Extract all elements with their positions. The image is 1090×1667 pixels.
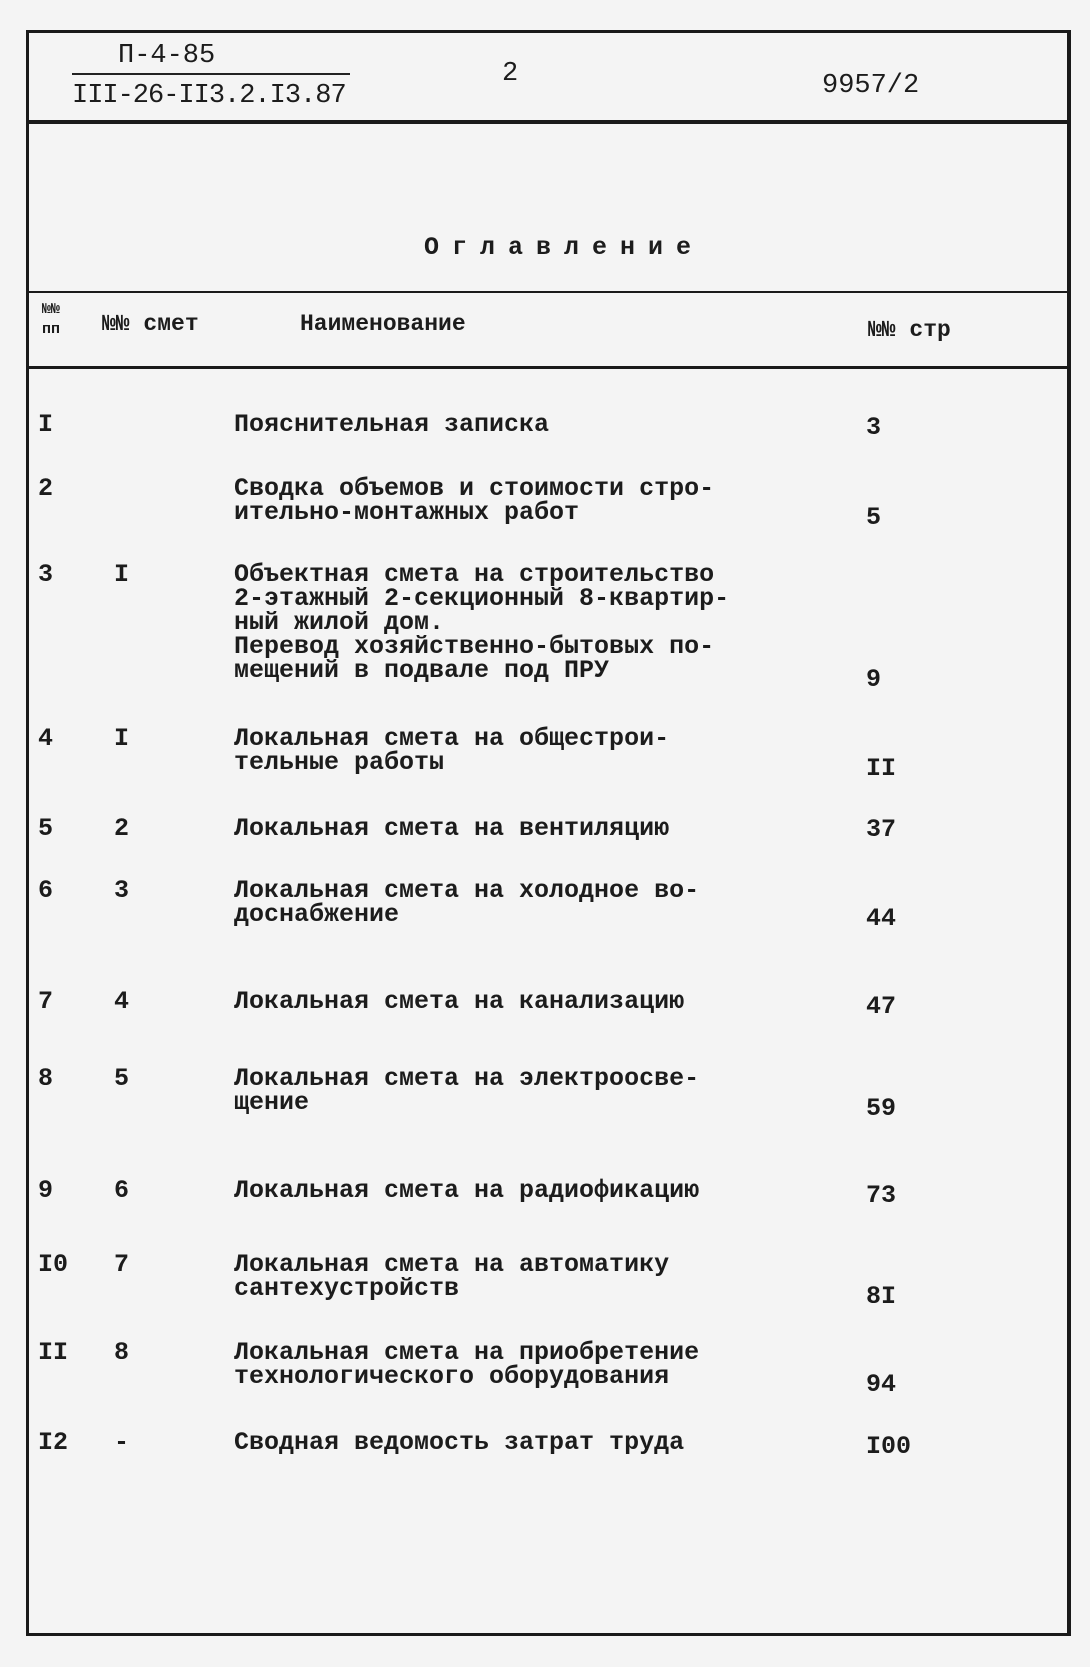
estimate-number: 8 [114, 1338, 130, 1367]
row-number: 6 [38, 876, 54, 905]
row-title-line: Локальная смета на автоматику [234, 1250, 670, 1279]
page-number: 47 [866, 992, 897, 1021]
row-title-line: Перевод хозяйственно-бытовых по- [234, 632, 715, 661]
row-number: II [38, 1338, 69, 1367]
row-title-line: Сводная ведомость затрат труда [234, 1428, 685, 1457]
estimate-number: 5 [114, 1064, 130, 1093]
estimate-number: 6 [114, 1176, 130, 1205]
table-header-top-line [26, 291, 1068, 293]
page-number: 44 [866, 904, 897, 933]
row-title-line: Локальная смета на вентиляцию [234, 814, 670, 843]
row-number: I0 [38, 1250, 69, 1279]
row-number: 2 [38, 474, 54, 503]
header-divider [26, 120, 1068, 124]
page-number: 73 [866, 1181, 897, 1210]
column-num-bottom: пп [42, 321, 61, 338]
project-code: III-26-II3.2.I3.87 [72, 81, 346, 111]
page-title: Оглавление [424, 233, 705, 262]
row-title-line: Объектная смета на строительство [234, 560, 715, 589]
estimate-number: 4 [114, 987, 130, 1016]
column-smet: №№ смет [102, 311, 199, 337]
row-title-line: мещений в подвале под ПРУ [234, 656, 610, 685]
row-title-line: Сводка объемов и стоимости стро- [234, 474, 715, 503]
row-title-line: Локальная смета на общестрои- [234, 724, 670, 753]
estimate-number: I [114, 724, 130, 753]
sheet-number: 2 [502, 59, 519, 89]
row-title-line: сантехустройств [234, 1274, 460, 1303]
page-number: 59 [866, 1094, 897, 1123]
estimate-number: - [114, 1428, 130, 1457]
row-title-line: ительно-монтажных работ [234, 498, 580, 527]
page-number: 5 [866, 503, 882, 532]
row-number: 7 [38, 987, 54, 1016]
row-title-line: Пояснительная записка [234, 410, 550, 439]
row-number: 8 [38, 1064, 54, 1093]
document-number: 9957/2 [822, 71, 920, 101]
row-title-line: доснабжение [234, 900, 400, 929]
page-number: 94 [866, 1370, 897, 1399]
page-number: 9 [866, 665, 882, 694]
row-title-line: Локальная смета на радиофикацию [234, 1176, 700, 1205]
row-number: 9 [38, 1176, 54, 1205]
page-number: I00 [866, 1432, 912, 1461]
row-number: I [38, 410, 54, 439]
row-number: 4 [38, 724, 54, 753]
column-num-top: №№ [42, 301, 61, 318]
row-number: 3 [38, 560, 54, 589]
series-code: П-4-85 [118, 41, 216, 71]
row-title-line: щение [234, 1088, 310, 1117]
column-name: Наименование [300, 311, 466, 337]
estimate-number: 3 [114, 876, 130, 905]
row-title-line: Локальная смета на электроосве- [234, 1064, 700, 1093]
row-title-line: 2-этажный 2-секционный 8-квартир- [234, 584, 730, 613]
page-number: 8I [866, 1282, 897, 1311]
estimate-number: 2 [114, 814, 130, 843]
row-number: I2 [38, 1428, 69, 1457]
row-title-line: Локальная смета на канализацию [234, 987, 685, 1016]
row-number: 5 [38, 814, 54, 843]
row-title-line: тельные работы [234, 748, 445, 777]
page-number: 3 [866, 413, 882, 442]
code-underline [72, 73, 350, 75]
column-page: №№ стр [868, 317, 951, 343]
row-title-line: Локальная смета на холодное во- [234, 876, 700, 905]
page-number: 37 [866, 815, 897, 844]
estimate-number: 7 [114, 1250, 130, 1279]
row-title-line: Локальная смета на приобретение [234, 1338, 700, 1367]
table-header-bottom-line [26, 366, 1068, 369]
row-title-line: технологического оборудования [234, 1362, 670, 1391]
row-title-line: ный жилой дом. [234, 608, 445, 637]
estimate-number: I [114, 560, 130, 589]
page-number: II [866, 754, 897, 783]
